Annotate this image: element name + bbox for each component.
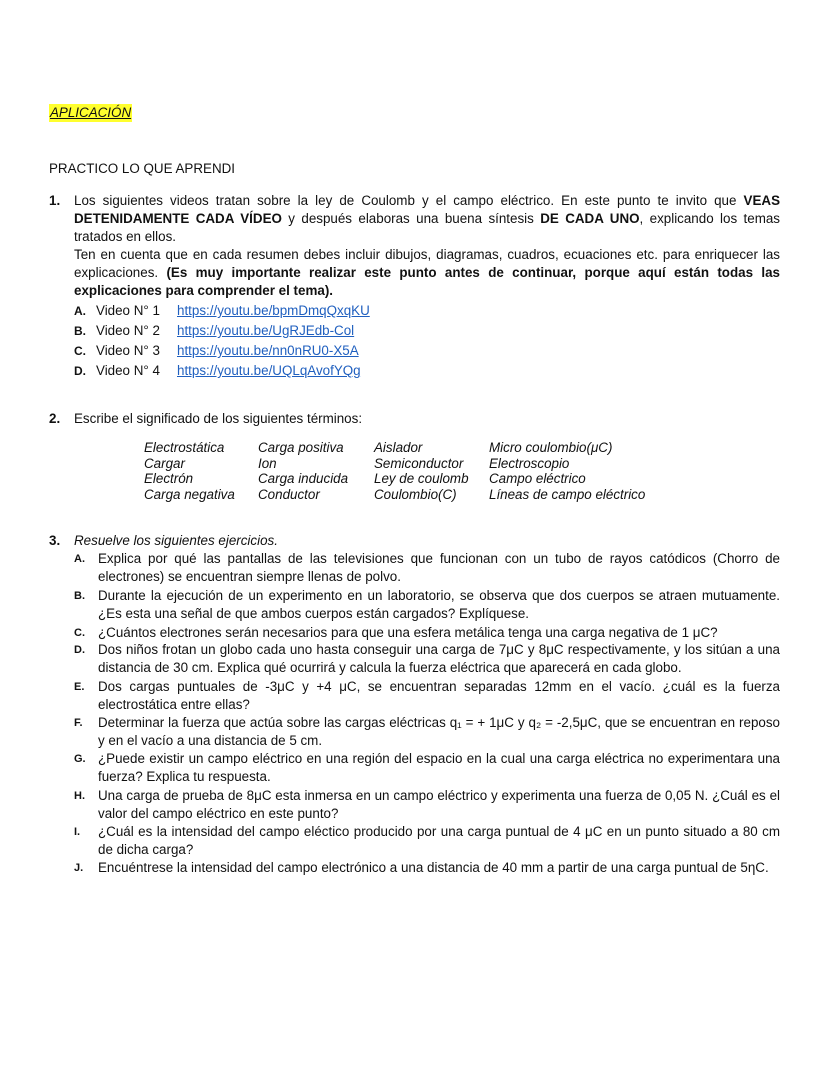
exercise-j — [74, 859, 780, 877]
video-letter: A. — [74, 304, 86, 318]
term: Campo eléctrico — [489, 471, 586, 486]
exercise-letter: G. — [74, 753, 86, 765]
term: Semiconductor — [374, 455, 464, 471]
exercise-h — [74, 787, 780, 823]
p1-text-c: y después elaboras una buena síntesis — [281, 211, 541, 226]
video-item-4 — [74, 362, 361, 380]
exercise-text: Una carga de prueba de 8μC esta inmersa en un campo eléctrico y experimenta una fuerza de 0,05 N. ¿Cuál es el valor del campo eléctrico en este punto? — [98, 788, 780, 821]
section-1-paragraph-1 — [74, 192, 780, 246]
exercise-text: ¿Puede existir un campo eléctrico en una región del espacio en la cual una carga eléctrica no experimentara una fuerza? Explica tu respuesta. — [98, 751, 780, 784]
p2-text-a: Ten en cuenta que en cada resumen debes incluir dibujos, diagramas, cuadros, ecuaciones etc. para enriquecer las explicaciones. — [74, 247, 780, 280]
exercise-a — [74, 550, 780, 586]
terms-column-1 — [144, 440, 235, 502]
exercise-text: Determinar la fuerza que actúa sobre las cargas eléctricas q₁ = + 1μC y q₂ = -2,5μC, que se encuentran en reposo y en el vacío a una distancia de 5 cm. — [98, 715, 780, 748]
section-3-number: 3. — [49, 533, 61, 548]
exercise-i — [74, 823, 780, 859]
exercise-letter: I. — [74, 826, 81, 838]
p2-bold-b: (Es muy importante realizar este punto antes de continuar, porque aquí están todas las explicaciones para comprender el tema). — [74, 265, 780, 298]
term: Carga negativa — [144, 486, 235, 502]
term: Electrón — [144, 471, 194, 486]
exercise-c — [74, 624, 780, 642]
video-link-3[interactable]: https://youtu.be/nn0nRU0-X5A — [177, 343, 359, 358]
exercise-g — [74, 750, 780, 786]
exercise-b — [74, 587, 780, 623]
term: Conductor — [258, 486, 320, 502]
term: Electroscopio — [489, 455, 570, 471]
term: Carga inducida — [258, 471, 349, 486]
video-item-1 — [74, 302, 370, 320]
terms-column-4 — [489, 440, 645, 502]
section-3-prompt: Resuelve los siguientes ejercicios. — [74, 533, 278, 548]
exercise-text: Dos niños frotan un globo cada uno hasta conseguir una carga de 7μC y 8μC respectivamente, y los sitúan a una distancia de 30 cm. Explica qué ocurrirá y calcula la fuerza eléctrica que aparecerá en cada globo. — [98, 642, 780, 675]
exercise-text: ¿Cuál es la intensidad del campo eléctico producido por una carga puntual de 4 μC en un punto situado a 80 cm de dicha carga? — [98, 824, 780, 857]
section-1-number: 1. — [49, 193, 61, 208]
section-1-paragraph-2 — [74, 246, 780, 300]
exercise-letter: E. — [74, 681, 85, 693]
p1-text-a: Los siguientes videos tratan sobre la ley de Coulomb y el campo eléctrico. En este punto te invito que — [74, 193, 744, 208]
section-2-prompt: Escribe el significado de los siguientes términos: — [74, 411, 363, 426]
exercise-letter: D. — [74, 644, 85, 656]
video-label: Video N° 4 — [96, 363, 160, 378]
term: Aislador — [374, 440, 423, 455]
exercise-letter: H. — [74, 790, 85, 802]
term: Electrostática — [144, 440, 225, 455]
term: Coulombio(C) — [374, 486, 457, 502]
video-link-1[interactable]: https://youtu.be/bpmDmqQxqKU — [177, 303, 370, 318]
exercise-letter: J. — [74, 862, 84, 874]
exercise-letter: C. — [74, 627, 85, 639]
section-2-number: 2. — [49, 411, 61, 426]
video-label: Video N° 2 — [96, 323, 160, 338]
exercise-text: Durante la ejecución de un experimento en un laboratorio, se observa que dos cuerpos se atraen mutuamente. ¿Es esta una señal de que ambos cuerpos están cargados? Explíquese. — [98, 588, 780, 621]
terms-column-3 — [374, 440, 469, 502]
p1-text-e: , explicando los temas tratados en ellos. — [74, 211, 780, 244]
subheading: PRACTICO LO QUE APRENDI — [49, 161, 236, 176]
term: Ley de coulomb — [374, 471, 469, 486]
term: Cargar — [144, 455, 185, 471]
exercise-letter: F. — [74, 717, 83, 729]
video-label: Video N° 1 — [96, 303, 160, 318]
video-item-3 — [74, 342, 359, 360]
exercise-letter: A. — [74, 553, 85, 565]
terms-column-2 — [258, 440, 348, 502]
video-link-2[interactable]: https://youtu.be/UgRJEdb-Col — [177, 323, 355, 338]
section-1-text — [74, 192, 780, 300]
video-label: Video N° 3 — [96, 343, 160, 358]
exercise-f — [74, 714, 780, 750]
exercise-text: Encuéntrese la intensidad del campo electrónico a una distancia de 40 mm a partir de una carga puntual de 5ηC. — [98, 860, 769, 875]
term: Carga positiva — [258, 440, 344, 455]
video-link-4[interactable]: https://youtu.be/UQLqAvofYQg — [177, 363, 361, 378]
section-heading: APLICACIÓN — [50, 105, 132, 120]
video-item-2 — [74, 322, 354, 340]
exercise-text: Explica por qué las pantallas de las televisiones que funcionan con un tubo de rayos catódicos (Chorro de electrones) se encuentran siempre llenas de polvo. — [98, 551, 780, 584]
term: Ion — [258, 455, 277, 471]
p1-bold-b: VEAS DETENIDAMENTE CADA VÍDEO — [74, 193, 780, 226]
term: Micro coulombio(μC) — [489, 440, 613, 455]
video-letter: C. — [74, 344, 86, 358]
term: Líneas de campo eléctrico — [489, 486, 646, 502]
exercise-text: ¿Cuántos electrones serán necesarios para que una esfera metálica tenga una carga negativa de 1 μC? — [98, 625, 718, 640]
p1-bold-d: DE CADA UNO — [540, 211, 640, 226]
exercise-e — [74, 678, 780, 714]
exercise-text: Dos cargas puntuales de -3μC y +4 μC, se encuentran separadas 12mm en el vacío. ¿cuál es la fuerza electrostática entre ellas? — [98, 679, 780, 712]
exercise-letter: B. — [74, 590, 85, 602]
video-letter: D. — [74, 364, 86, 378]
video-letter: B. — [74, 324, 86, 338]
exercise-d — [74, 641, 780, 677]
